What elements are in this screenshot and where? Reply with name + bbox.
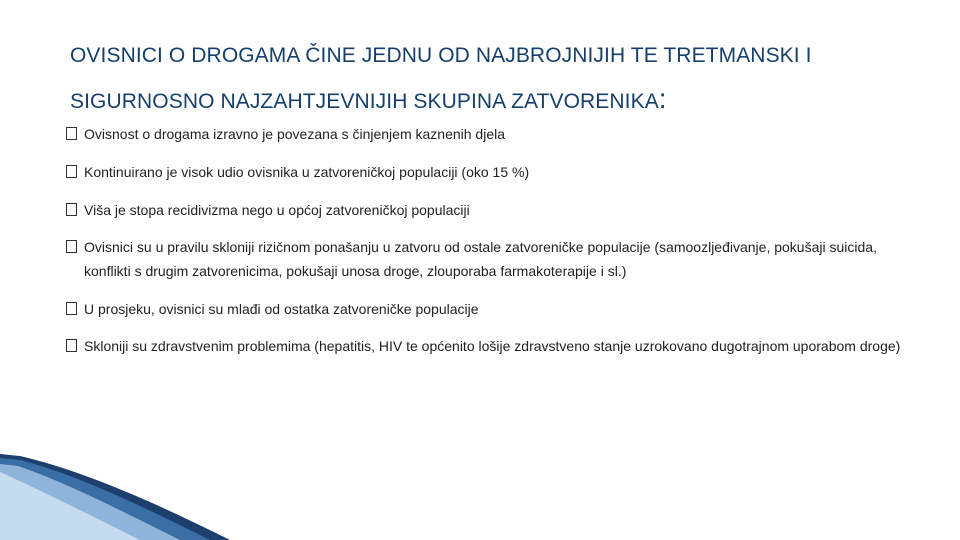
- checkbox-square-icon: [66, 165, 77, 178]
- slide-title-text: OVISNICI O DROGAMA ČINE JEDNU OD NAJBROJNIJIH TE TRETMANSKI I SIGURNOSNO NAJZAHTJEVNIJIH SKUPINA ZATVORENIKA: [70, 44, 812, 113]
- bullet-item: [66, 235, 926, 283]
- bullet-text: Ovisnost o drogama izravno je povezana s činjenjem kaznenih djela: [84, 126, 506, 142]
- bullet-text: Skloniji su zdravstvenim problemima (hepatitis, HIV te općenito lošije zdravstveno stanje uzrokovano dugotrajnom uporabom droge): [84, 338, 901, 354]
- bullet-text: Viša je stopa recidivizma nego u općoj zatvoreničkoj populaciji: [84, 202, 470, 218]
- checkbox-square-icon: [66, 240, 77, 253]
- checkbox-square-icon: [66, 127, 77, 140]
- bullet-text: Ovisnici su u pravilu skloniji rizičnom ponašanju u zatvoru od ostale zatvoreničke populacije (samoozljeđivanje, pokušaji suicida, konflikti s drugim zatvorenicima, pokušaji unosa droge, zlouporaba farmakoterapije i sl.): [84, 239, 877, 279]
- bullet-item: [66, 160, 926, 184]
- bullet-item: [66, 297, 926, 321]
- bullet-item: [66, 198, 926, 222]
- slide-title: [70, 34, 930, 123]
- checkbox-square-icon: [66, 203, 77, 216]
- corner-wave-decoration: [0, 450, 250, 540]
- bullet-item: [66, 122, 926, 146]
- bullet-text: Kontinuirano je visok udio ovisnika u zatvoreničkoj populaciji (oko 15 %): [84, 164, 530, 180]
- bullet-text: U prosjeku, ovisnici su mlađi od ostatka zatvoreničke populacije: [84, 301, 479, 317]
- slide-title-colon: :: [658, 83, 667, 114]
- checkbox-square-icon: [66, 302, 77, 315]
- checkbox-square-icon: [66, 339, 77, 352]
- bullet-item: [66, 334, 926, 358]
- bullet-list: [66, 122, 926, 358]
